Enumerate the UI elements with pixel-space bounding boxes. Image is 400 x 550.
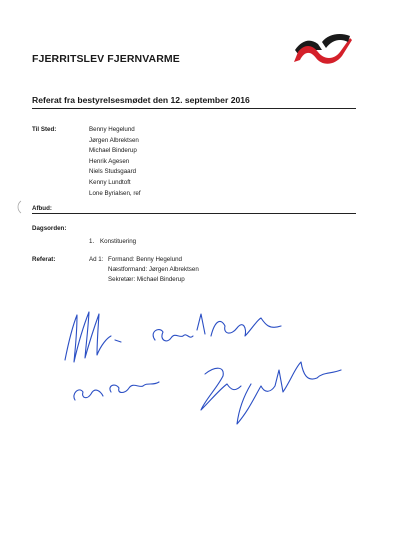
referat-ad-number: Ad 1: — [89, 256, 104, 263]
signature — [65, 312, 121, 362]
agenda-item-number: 1. — [89, 238, 95, 245]
fjernvarme-logo-icon — [292, 30, 354, 66]
attendee-name: Henrik Agesen — [89, 157, 130, 165]
referat-line: Næstformand: Jørgen Albrektsen — [108, 266, 199, 273]
attendee-name: Lone Byrialsen, ref — [89, 189, 141, 197]
margin-mark — [15, 200, 23, 214]
attendee-name: Benny Hegelund — [89, 126, 135, 133]
referat-line: Sekretær: Michael Binderup — [108, 276, 185, 283]
afbud-divider — [32, 213, 356, 214]
attendee-name: Jørgen Albrektsen — [89, 136, 139, 144]
signature — [201, 368, 241, 410]
document-title: Referat fra bestyrelsesmødet den 12. september 2016 — [32, 95, 250, 105]
title-divider — [32, 108, 356, 109]
signature — [153, 314, 281, 341]
til-sted-label: Til Sted: — [32, 126, 57, 133]
referat-line: Formand: Benny Hegelund — [108, 256, 182, 263]
attendee-list — [89, 125, 141, 199]
attendee-name: Niels Studsgaard — [89, 168, 137, 176]
referat-label: Referat: — [32, 256, 56, 263]
company-name: FJERRITSLEV FJERNVARME — [32, 53, 180, 65]
dagsorden-label: Dagsorden: — [32, 225, 67, 232]
signatures-block — [55, 300, 355, 450]
attendee-name: Michael Binderup — [89, 147, 137, 155]
attendee-name: Kenny Lundtoft — [89, 178, 131, 186]
afbud-label: Afbud: — [32, 205, 52, 212]
signature — [237, 362, 341, 424]
agenda-item-text: Konstituering — [100, 238, 137, 245]
signature — [74, 382, 159, 400]
